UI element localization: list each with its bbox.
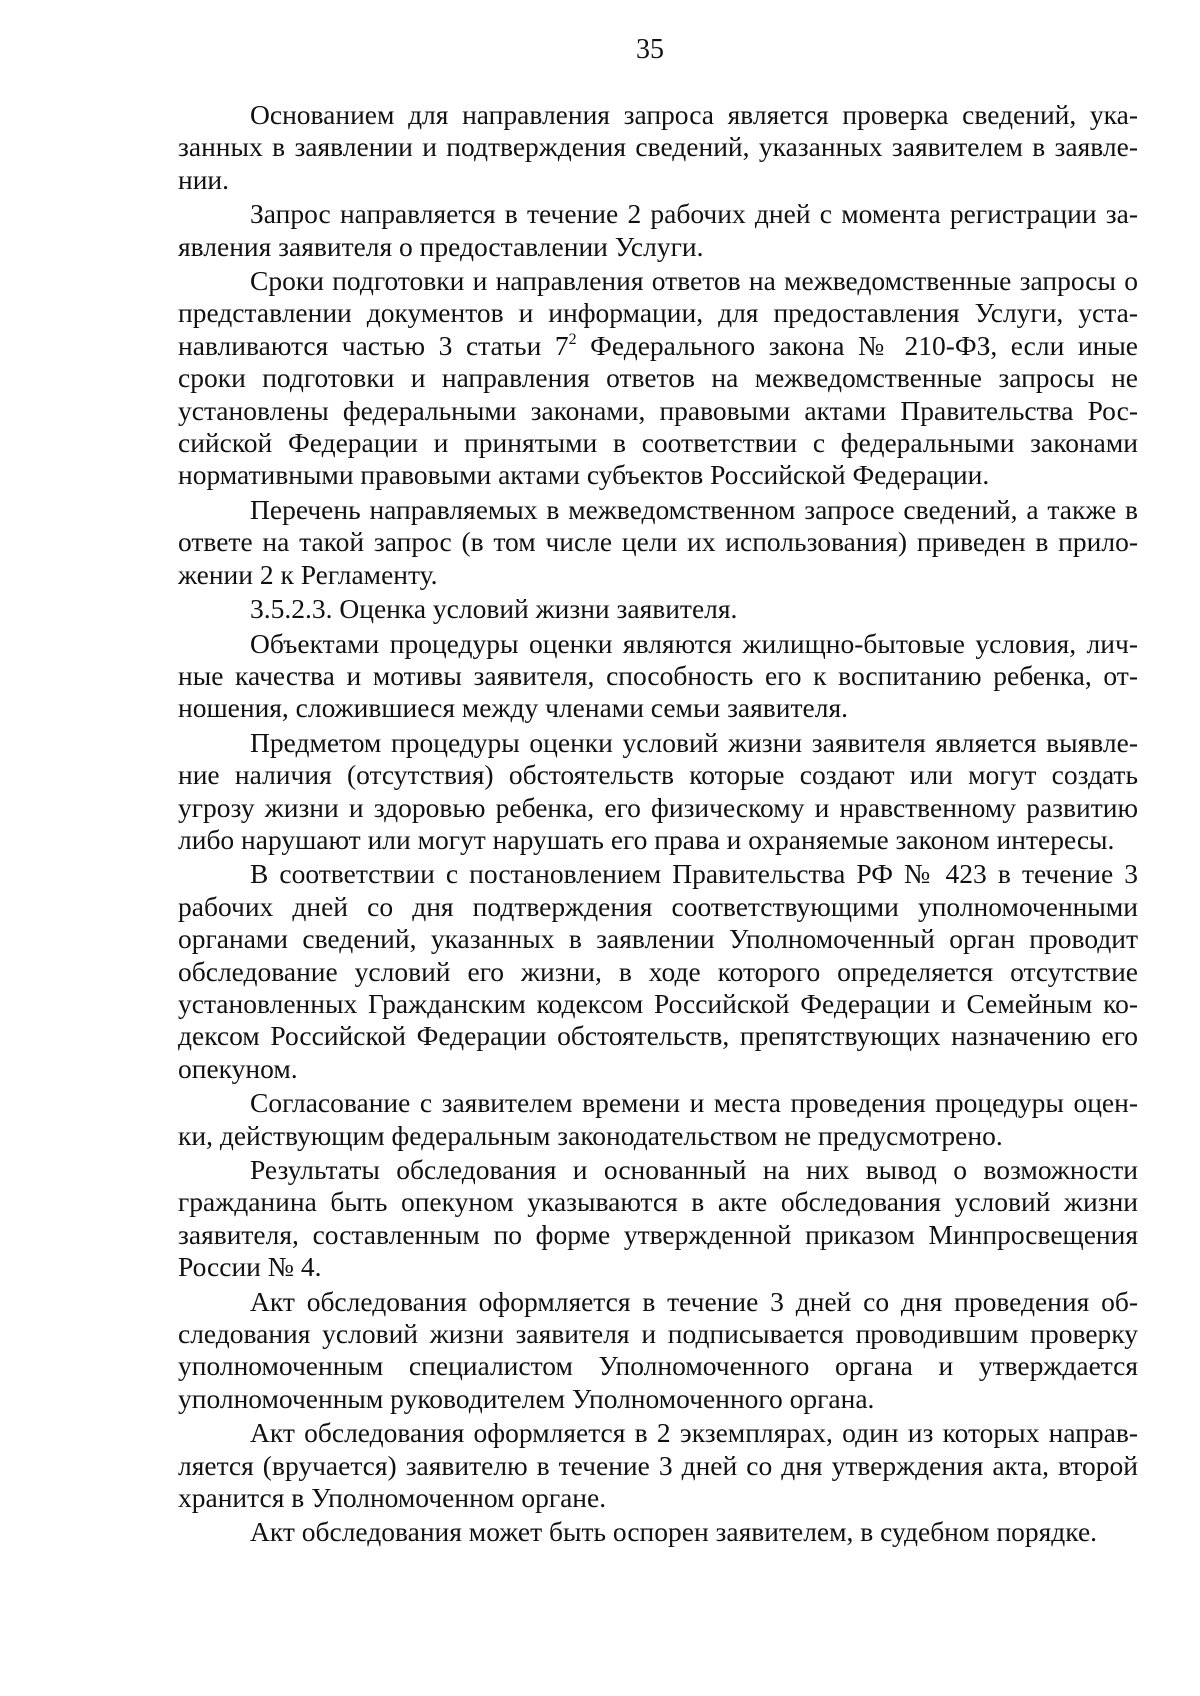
paragraph: Акт обследования может быть оспорен заявителем, в судебном порядке. <box>250 1516 1098 1548</box>
paragraph: Запрос направляется в течение 2 рабочих дней с момента регистрации заявления заявителя о предоставлении Услуги. <box>178 198 1138 262</box>
paragraph: Перечень направляемых в межведомственном запросе сведений, а также в ответе на такой запрос (в том числе цели их использования) приведен в приложении 2 к Регламенту. <box>178 493 1138 590</box>
paragraph: Акт обследования оформляется в 2 экземплярах, один из которых направляется (вручается) заявителю в течение 3 дней со дня утверждения акта, второй хранится в Уполномоченном органе. <box>178 1417 1138 1514</box>
paragraph: Согласование с заявителем времени и места проведения процедуры оценки, действующим федеральным законодательством не предусмотрено. <box>178 1087 1138 1151</box>
paragraph-text: Федерального закона № 210-ФЗ, если иные сроки подготовки и направления ответов на межведомственные запросы не установлены федеральными законами, правовыми актами Правительства Российской Федерации и принятыми в соответствии с федеральными законами нормативными правовыми актами субъектов Российской Федерации. <box>178 329 1138 491</box>
section-heading: 3.5.2.3. Оценка условий жизни заявителя. <box>250 593 738 625</box>
page-number: 35 <box>636 34 664 65</box>
paragraph <box>178 265 1138 492</box>
superscript: 2 <box>568 330 577 348</box>
paragraph: Акт обследования оформляется в течение 3 дней со дня проведения обследования условий жизни заявителя и подписывается проводившим проверку уполномоченным специалистом Уполномоченного органа и утверждается уполномоченным руководителем Уполномоченного органа. <box>178 1285 1138 1414</box>
paragraph: Объектами процедуры оценки являются жилищно-бытовые условия, личные качества и мотивы заявителя, способность его к воспитанию ребенка, отношения, сложившиеся между членами семьи заявителя. <box>178 627 1138 724</box>
paragraph: Результаты обследования и основанный на них вывод о возможности гражданина быть опекуном указываются в акте обследования условий жизни заявителя, составленным по форме утвержденной приказом Минпросвещения России № 4. <box>178 1154 1138 1283</box>
document-body <box>178 99 1138 1549</box>
paragraph-text: Сроки подготовки и направления ответов на межведомственные запросы о представлении документов и информации, для предоставления Услуги, устанавливаются частью 3 статьи 7 <box>178 265 1138 361</box>
paragraph: Основанием для направления запроса является проверка сведений, указанных в заявлении и подтверждения сведений, указанных заявителем в заявлении. <box>178 99 1138 195</box>
paragraph: Предметом процедуры оценки условий жизни заявителя является выявление наличия (отсутствия) обстоятельств которые создают или могут создать угрозу жизни и здоровью ребенка, его физическому и нравственному развитию либо нарушают или могут нарушать его права и охраняемые законом интересы. <box>178 726 1138 855</box>
paragraph: В соответствии с постановлением Правительства РФ № 423 в течение 3 рабочих дней со дня подтверждения соответствующими уполномоченными органами сведений, указанных в заявлении Уполномоченный орган проводит обследование условий его жизни, в ходе которого определяется отсутствие установленных Гражданским кодексом Российской Федерации и Семейным кодексом Российской Федерации обстоятельств, препятствующих назначению его опекуном. <box>178 858 1138 1084</box>
